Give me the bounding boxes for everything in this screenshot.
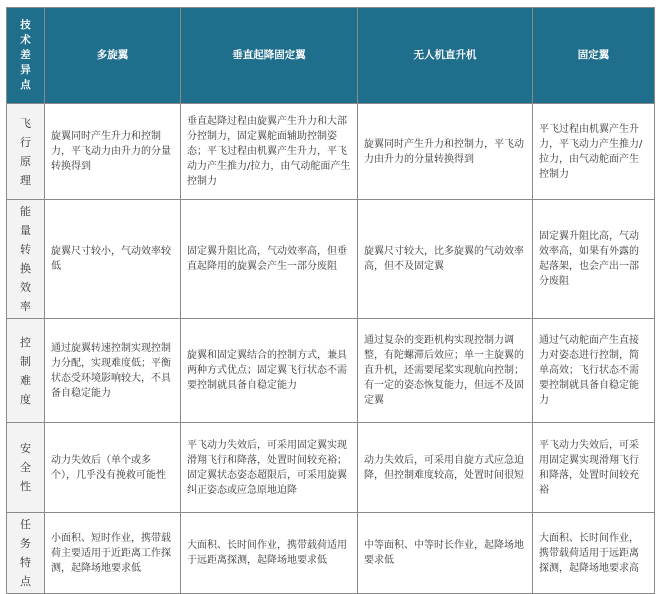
table-cell	[533, 104, 655, 200]
table-cell	[181, 319, 358, 423]
cell-text: 旋翼和固定翼结合的控制方式，兼具两种方式优点；固定翼飞行状态不需要控制就具备自稳定能力	[187, 350, 347, 391]
cell-text: 中等面积、中等时长作业，起降场地要求低	[364, 540, 524, 566]
corner-header	[7, 8, 45, 104]
table-cell	[45, 319, 181, 423]
table-row-mission-features	[7, 513, 655, 594]
table-cell	[358, 513, 533, 594]
table-cell	[45, 104, 181, 200]
table-cell	[533, 423, 655, 513]
table-row-control-difficulty	[7, 319, 655, 423]
cell-text: 旋翼尺寸较大，比多旋翼的气动效率高，但不及固定翼	[364, 246, 524, 272]
table-cell	[533, 200, 655, 319]
table-cell	[45, 423, 181, 513]
table-cell	[181, 513, 358, 594]
row-header-text: 控制难度	[20, 335, 31, 406]
row-header-text: 安全性	[20, 442, 31, 493]
table-cell	[533, 319, 655, 423]
table-cell	[358, 200, 533, 319]
cell-text: 垂直起降过程由旋翼产生升力和大部分控制力，固定翼舵面辅助控制姿态；平飞过程由机翼产生升力，平飞动力产生推力/拉力，由气动舵面产生控制力	[187, 116, 351, 187]
table-cell	[181, 200, 358, 319]
cell-text: 平飞动力失效后，可采用固定翼实现滑翔飞行和降落，处置时间较充裕	[539, 439, 639, 496]
row-header	[7, 423, 45, 513]
table-row-energy-efficiency	[7, 200, 655, 319]
row-header	[7, 513, 45, 594]
cell-text: 固定翼升阻比高，气动效率高，但垂直起降用的旋翼会产生一部分废阻	[187, 246, 347, 272]
cell-text: 大面积、长时间作业，携带载荷适用于远距离探测，起降场地要求低	[187, 540, 347, 566]
row-header	[7, 200, 45, 319]
table-cell	[533, 513, 655, 594]
column-header-unmanned-helicopter: 无人机直升机	[358, 8, 533, 104]
column-header-vtol-fixed-wing: 垂直起降固定翼	[181, 8, 358, 104]
row-header	[7, 319, 45, 423]
table-row-safety	[7, 423, 655, 513]
cell-text: 平飞动力失效后，可采用固定翼实现滑翔飞行和降落，处置时间较充裕；固定翼状态姿态超限后，可采用旋翼纠正姿态或应急原地迫降	[187, 439, 347, 496]
table-cell	[358, 104, 533, 200]
header-row	[7, 8, 655, 104]
cell-text: 旋翼同时产生升力和控制力，平飞动力由升力的分量转换得到	[51, 131, 171, 172]
table-cell	[181, 423, 358, 513]
cell-text: 动力失效后，可采用自旋方式应急迫降，但控制难度较高，处置时间很短	[364, 454, 524, 481]
row-header-text: 飞行原理	[20, 116, 31, 187]
table-cell	[358, 319, 533, 423]
cell-text: 旋翼尺寸较小，气动效率较低	[51, 246, 171, 272]
row-header	[7, 104, 45, 200]
table-cell	[358, 423, 533, 513]
cell-text: 动力失效后（单个或多个），几乎没有挽救可能性	[51, 454, 166, 481]
table-cell	[45, 513, 181, 594]
column-header-fixed-wing: 固定翼	[533, 8, 655, 104]
table-cell	[45, 200, 181, 319]
corner-header-text: 技术差异点	[20, 19, 31, 91]
column-header-multirotor: 多旋翼	[45, 8, 181, 104]
table-cell	[181, 104, 358, 200]
cell-text: 小面积、短时作业，携带载荷主要适用于近距离工作探测，起降场地要求低	[51, 532, 171, 574]
cell-text: 平飞过程由机翼产生升力，平飞动力产生推力/拉力，由气动舵面产生控制力	[539, 123, 643, 180]
cell-text: 大面积、长时间作业，携带载荷适用于远距离探测，起降场地要求高	[539, 532, 639, 574]
cell-text: 通过旋翼转速控制实现控制力分配，实现难度低；平衡状态受环境影响较大，不具备自稳定能力	[51, 342, 171, 399]
cell-text: 通过气动舵面产生直接力对姿态进行控制，简单高效；飞行状态不需要控制就具备自稳定能力	[539, 335, 639, 406]
table-row-flight-principle	[7, 104, 655, 200]
cell-text: 固定翼升阻比高，气动效率高，如果有外露的起落架，也会产出一部分废阻	[539, 231, 639, 287]
cell-text: 通过复杂的变距机构实现控制力调整，有陀螺滞后效应；单一主旋翼的直升机，还需要尾桨实现航向控制；有一定的姿态恢复能力，但远不及固定翼	[364, 335, 524, 406]
row-header-text: 任务特点	[20, 518, 31, 588]
comparison-table	[6, 7, 655, 594]
row-header-text: 能量转换效率	[20, 205, 31, 313]
cell-text: 旋翼同时产生升力和控制力，平飞动力由升力的分量转换得到	[364, 138, 524, 165]
